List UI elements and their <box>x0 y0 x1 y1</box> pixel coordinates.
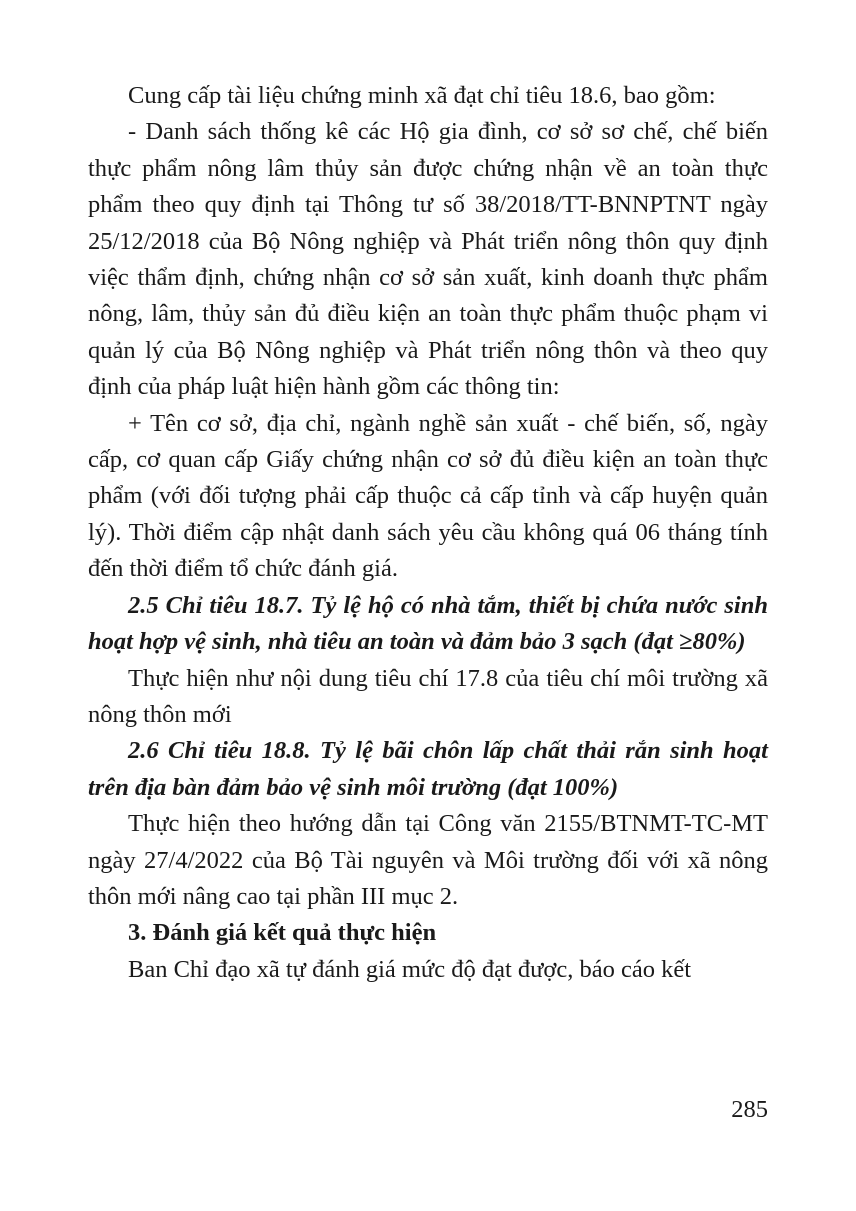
body-paragraph: Cung cấp tài liệu chứng minh xã đạt chỉ tiêu 18.6, bao gồm: <box>128 82 716 109</box>
section-heading-2-5: 2.5 Chỉ tiêu 18.7. Tỷ lệ hộ có nhà tắm, thiết bị chứa nước sinh hoạt hợp vệ sinh, nhà tiêu an toàn và đảm bảo 3 sạch (đạt ≥80%) <box>88 591 768 656</box>
body-paragraph: + Tên cơ sở, địa chỉ, ngành nghề sản xuất - chế biến, số, ngày cấp, cơ quan cấp Giấy chứng nhận cơ sở đủ điều kiện an toàn thực phẩm (với đối tượng phải cấp thuộc cả cấp tỉnh và cấp huyện quản lý). Thời điểm cập nhật danh sách yêu cầu không quá 06 tháng tính đến thời điểm tổ chức đánh giá. <box>88 409 768 583</box>
document-page <box>88 78 768 988</box>
body-paragraph: Thực hiện như nội dung tiêu chí 17.8 của tiêu chí môi trường xã nông thôn mới <box>88 664 768 728</box>
page-number: 285 <box>731 1096 768 1123</box>
body-paragraph: - Danh sách thống kê các Hộ gia đình, cơ sở sơ chế, chế biến thực phẩm nông lâm thủy sản được chứng nhận về an toàn thực phẩm theo quy định tại Thông tư số 38/2018/TT-BNNPTNT ngày 25/12/2018 của Bộ Nông nghiệp và Phát triển nông thôn quy định việc thẩm định, chứng nhận cơ sở sản xuất, kinh doanh thực phẩm nông, lâm, thủy sản đủ điều kiện an toàn thực phẩm thuộc phạm vi quản lý của Bộ Nông nghiệp và Phát triển nông thôn và theo quy định của pháp luật hiện hành gồm các thông tin: <box>88 118 768 401</box>
section-heading-3: 3. Đánh giá kết quả thực hiện <box>128 919 437 947</box>
section-heading-2-6: 2.6 Chỉ tiêu 18.8. Tỷ lệ bãi chôn lấp chất thải rắn sinh hoạt trên địa bàn đảm bảo vệ sinh môi trường (đạt 100%) <box>88 737 768 801</box>
body-paragraph: Ban Chỉ đạo xã tự đánh giá mức độ đạt được, báo cáo kết <box>128 955 692 983</box>
body-paragraph: Thực hiện theo hướng dẫn tại Công văn 2155/BTNMT-TC-MT ngày 27/4/2022 của Bộ Tài nguyên và Môi trường đối với xã nông thôn mới nâng cao tại phần III mục 2. <box>88 810 768 910</box>
